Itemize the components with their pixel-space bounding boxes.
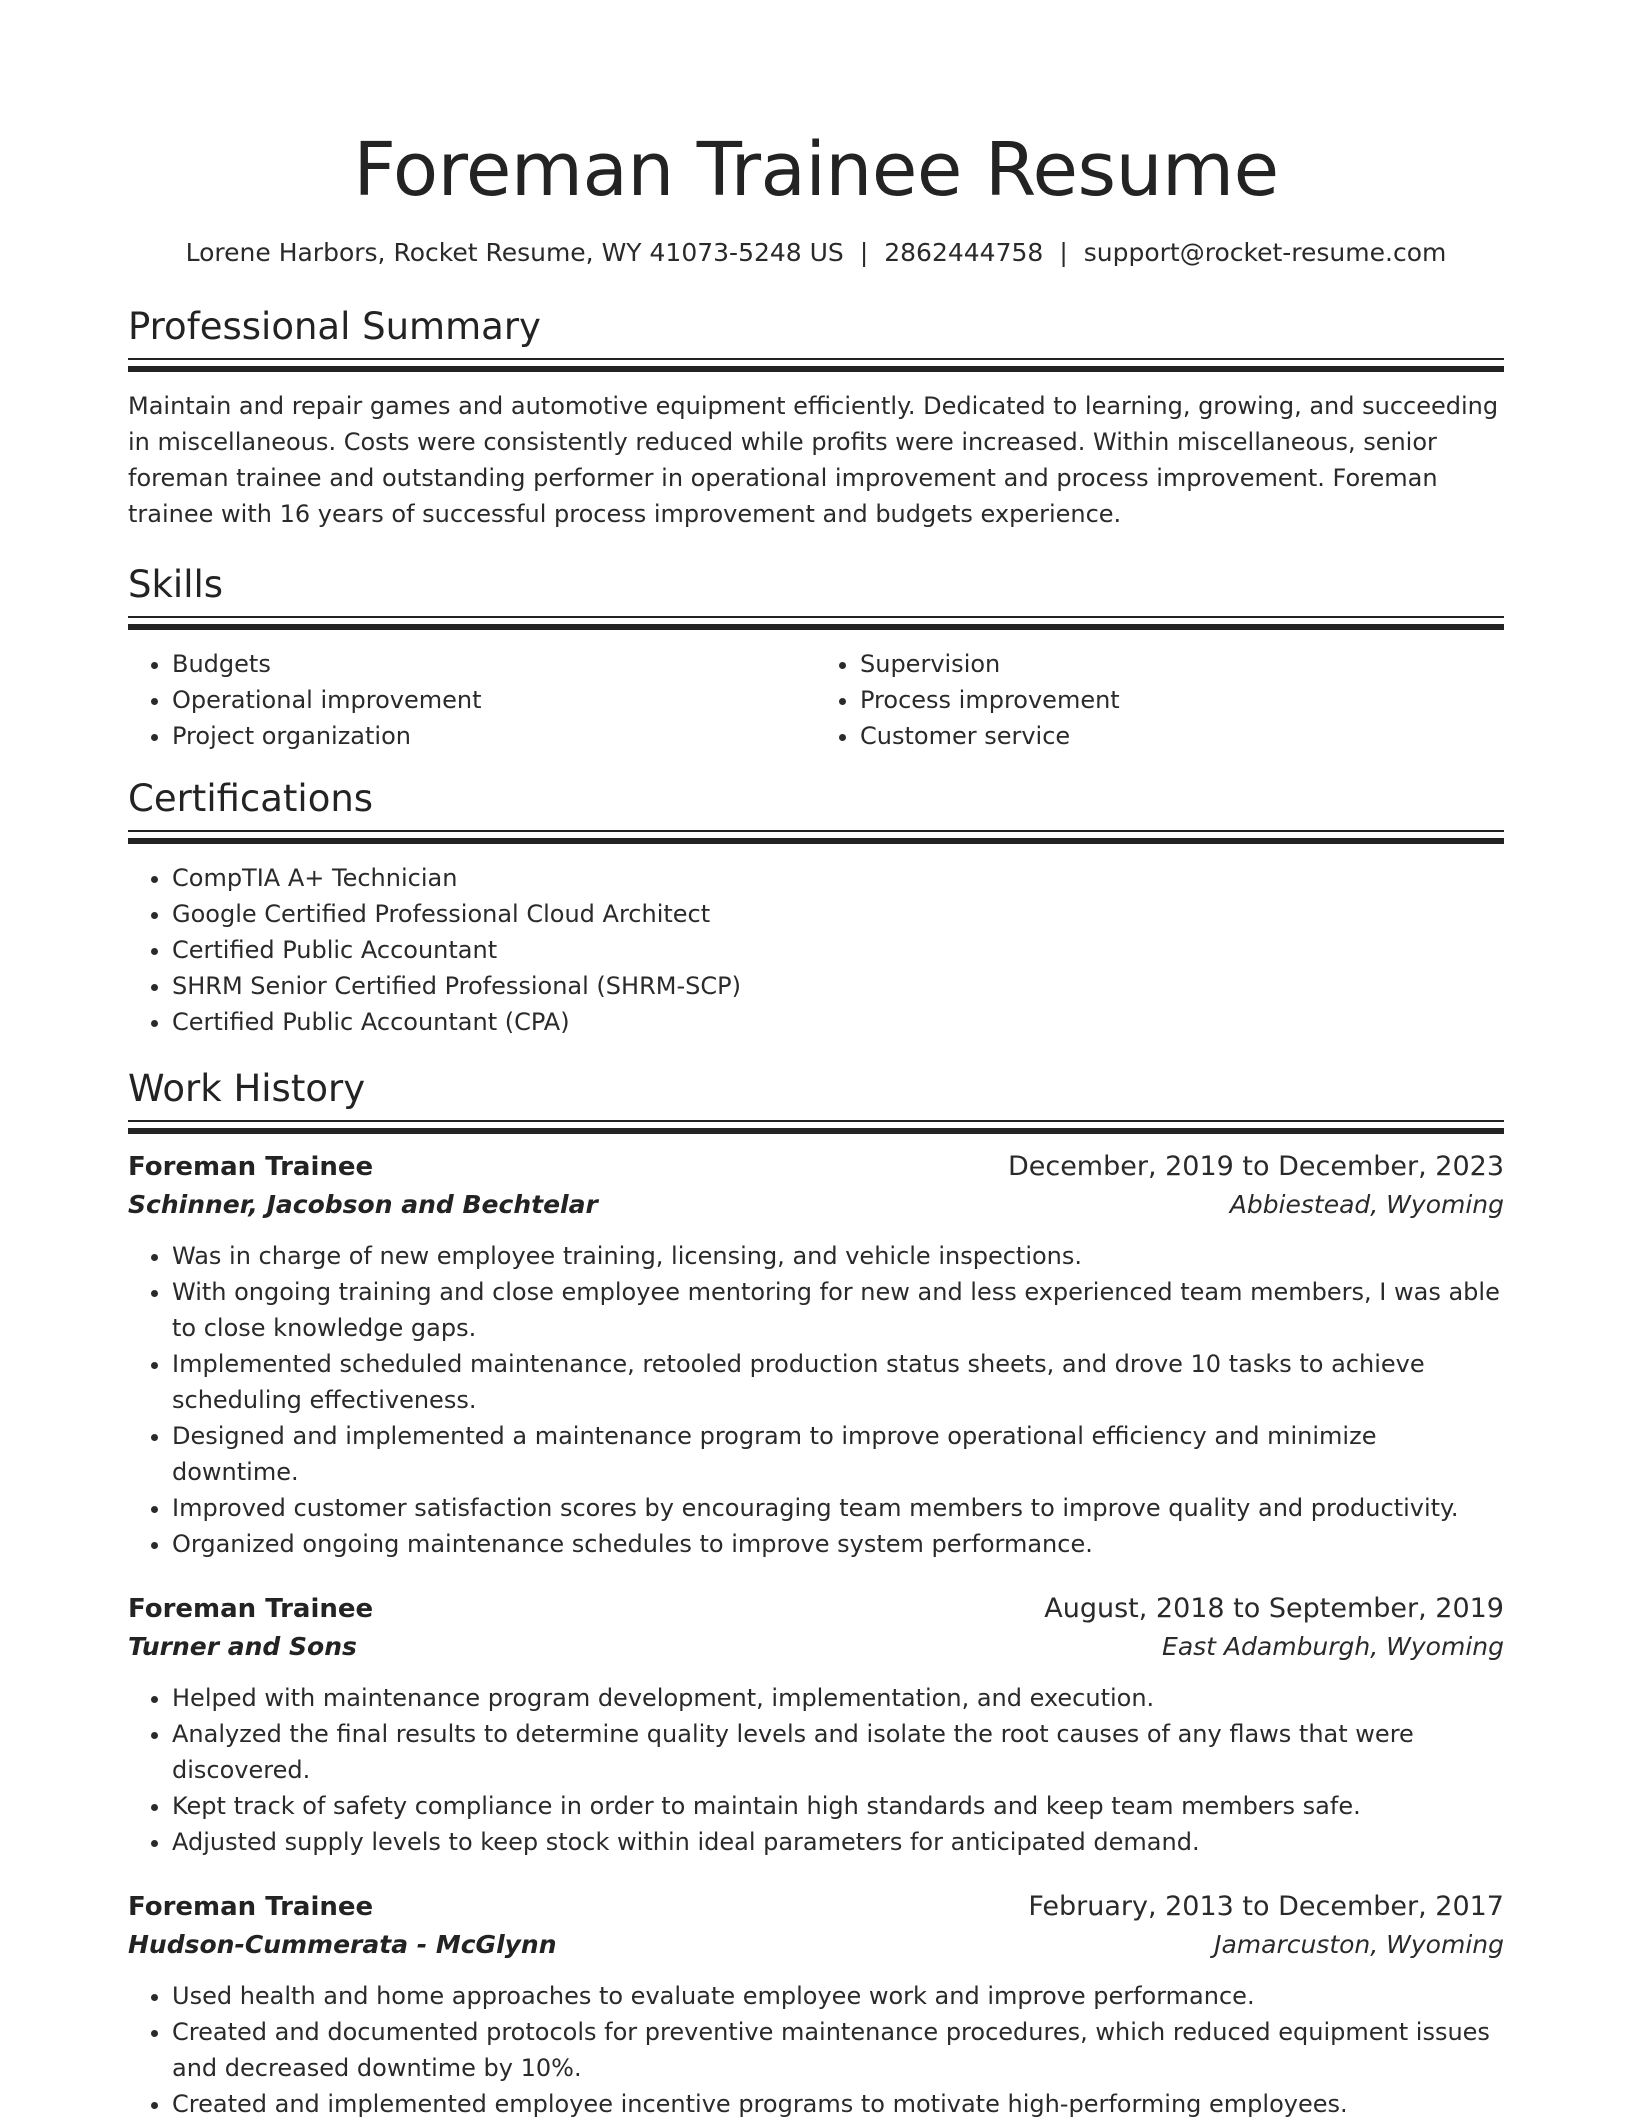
job-header bbox=[128, 1888, 1504, 1926]
skills-section bbox=[128, 562, 1504, 754]
contact-separator: | bbox=[1059, 238, 1068, 267]
job-bullet: • Designed and implemented a maintenance program to improve operational efficiency and minimize downtime. bbox=[172, 1418, 1504, 1490]
summary-text: Maintain and repair games and automotive equipment efficiently. Dedicated to learning, growing, and succeeding in miscellaneous. Costs were consistently reduced while profits were increased. Within miscellaneous, senior foreman trainee and outstanding performer in operational improvement and process improvement. Foreman trainee with 16 years of successful process improvement and budgets experience. bbox=[128, 392, 1499, 528]
summary-heading: Professional Summary bbox=[128, 305, 541, 348]
contact-phone: 2862444758 bbox=[884, 238, 1044, 267]
job-company: Schinner, Jacobson and Bechtelar bbox=[128, 1190, 598, 1219]
summary-section bbox=[128, 304, 1504, 532]
certifications-section bbox=[128, 776, 1504, 1040]
job-bullets bbox=[128, 1680, 1504, 1860]
contact-line bbox=[128, 236, 1504, 270]
job-bullet: • Organized ongoing maintenance schedules to improve system performance. bbox=[172, 1526, 1504, 1562]
job-bullet: • Kept track of safety compliance in order to maintain high standards and keep team members safe. bbox=[172, 1788, 1504, 1824]
certification-item: • Certified Public Accountant bbox=[172, 932, 1504, 968]
skill-item: • Process improvement bbox=[860, 682, 1504, 718]
skill-item: • Project organization bbox=[172, 718, 816, 754]
job-location: Abbiestead, Wyoming bbox=[1229, 1190, 1504, 1219]
job-subheader bbox=[128, 1628, 1504, 1666]
skills-heading: Skills bbox=[128, 563, 224, 606]
job-bullets bbox=[128, 1978, 1504, 2122]
job-bullet: • Created and implemented employee incentive programs to motivate high-performing employees. bbox=[172, 2086, 1504, 2122]
resume-title: Foreman Trainee Resume bbox=[353, 127, 1279, 213]
job-bullet: • Implemented scheduled maintenance, retooled production status sheets, and drove 10 tasks to achieve scheduling effectiveness. bbox=[172, 1346, 1504, 1418]
section-divider bbox=[128, 616, 1504, 632]
section-divider bbox=[128, 830, 1504, 846]
job-bullet: • Was in charge of new employee training, licensing, and vehicle inspections. bbox=[172, 1238, 1504, 1274]
job-header bbox=[128, 1148, 1504, 1186]
job-company: Turner and Sons bbox=[128, 1632, 357, 1661]
job-entry bbox=[128, 1148, 1504, 1562]
job-dates: February, 2013 to December, 2017 bbox=[1028, 1891, 1504, 1922]
certification-item: • CompTIA A+ Technician bbox=[172, 860, 1504, 896]
job-header bbox=[128, 1590, 1504, 1628]
section-divider bbox=[128, 1120, 1504, 1136]
skills-list-left bbox=[128, 646, 816, 754]
skills-grid bbox=[128, 646, 1504, 754]
job-bullet: • With ongoing training and close employee mentoring for new and less experienced team members, I was able to close knowledge gaps. bbox=[172, 1274, 1504, 1346]
job-location: Jamarcuston, Wyoming bbox=[1214, 1930, 1504, 1959]
section-divider bbox=[128, 358, 1504, 374]
skill-item: • Budgets bbox=[172, 646, 816, 682]
job-bullet: • Adjusted supply levels to keep stock within ideal parameters for anticipated demand. bbox=[172, 1824, 1504, 1860]
work-history-heading: Work History bbox=[128, 1067, 366, 1110]
contact-address: Lorene Harbors, Rocket Resume, WY 41073-5248 US bbox=[185, 238, 844, 267]
job-entry bbox=[128, 1590, 1504, 1860]
job-bullets bbox=[128, 1238, 1504, 1562]
job-title: Foreman Trainee bbox=[128, 1892, 374, 1922]
job-bullet: • Used health and home approaches to evaluate employee work and improve performance. bbox=[172, 1978, 1504, 2014]
job-bullet: • Analyzed the final results to determine quality levels and isolate the root causes of any flaws that were discovered. bbox=[172, 1716, 1504, 1788]
job-company: Hudson-Cummerata - McGlynn bbox=[128, 1930, 557, 1959]
certifications-list bbox=[128, 860, 1504, 1040]
certification-item: • Google Certified Professional Cloud Architect bbox=[172, 896, 1504, 932]
job-dates: December, 2019 to December, 2023 bbox=[1007, 1151, 1504, 1182]
skill-item: • Operational improvement bbox=[172, 682, 816, 718]
job-dates: August, 2018 to September, 2019 bbox=[1044, 1593, 1504, 1624]
job-bullet: • Improved customer satisfaction scores by encouraging team members to improve quality and productivity. bbox=[172, 1490, 1504, 1526]
job-bullet: • Created and documented protocols for preventive maintenance procedures, which reduced equipment issues and decreased downtime by 10%. bbox=[172, 2014, 1504, 2086]
skills-list-right bbox=[816, 646, 1504, 754]
certification-item: • Certified Public Accountant (CPA) bbox=[172, 1004, 1504, 1040]
job-title: Foreman Trainee bbox=[128, 1594, 374, 1624]
certifications-heading: Certifications bbox=[128, 777, 374, 820]
resume-page bbox=[128, 0, 1504, 2122]
certification-item: • SHRM Senior Certified Professional (SHRM-SCP) bbox=[172, 968, 1504, 1004]
contact-separator: | bbox=[859, 238, 869, 267]
work-history-section bbox=[128, 1066, 1504, 2122]
job-subheader bbox=[128, 1186, 1504, 1224]
job-location: East Adamburgh, Wyoming bbox=[1162, 1632, 1504, 1661]
job-title: Foreman Trainee bbox=[128, 1152, 374, 1182]
contact-email[interactable]: support@rocket-resume.com bbox=[1083, 238, 1447, 267]
job-entry bbox=[128, 1888, 1504, 2122]
job-bullet: • Helped with maintenance program development, implementation, and execution. bbox=[172, 1680, 1504, 1716]
skill-item: • Customer service bbox=[860, 718, 1504, 754]
skill-item: • Supervision bbox=[860, 646, 1504, 682]
job-subheader bbox=[128, 1926, 1504, 1964]
